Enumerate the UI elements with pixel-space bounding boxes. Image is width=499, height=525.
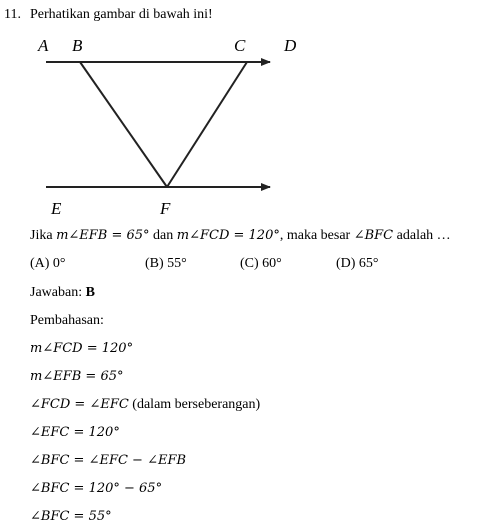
point-label-a: A [38, 36, 49, 55]
segment-bf [80, 62, 167, 187]
point-label-b: B [72, 36, 83, 55]
answer-value: B [85, 285, 95, 300]
discussion-step-7: ∠BFC = 55° [30, 509, 112, 524]
discussion-step-3: ∠FCD = ∠EFC (dalam berseberangan) [30, 397, 261, 412]
discussion-step-6: ∠BFC = 120° − 65° [30, 481, 163, 496]
point-label-c: C [234, 36, 246, 55]
option-b: (B) 55° [145, 256, 187, 271]
answer-line: Jawaban: B [30, 285, 95, 300]
discussion-step-1: m∠FCD = 120° [30, 341, 134, 356]
point-label-d: D [284, 36, 297, 55]
point-label-e: E [51, 199, 62, 218]
discussion-step-4: ∠EFC = 120° [30, 425, 120, 440]
segment-cf [167, 62, 247, 187]
question-text: Perhatikan gambar di bawah ini! [30, 7, 213, 22]
option-d: (D) 65° [336, 256, 379, 271]
discussion-heading: Pembahasan: [30, 313, 104, 328]
point-label-f: F [160, 199, 171, 218]
option-c: (C) 60° [240, 256, 282, 271]
discussion-step-5: ∠BFC = ∠EFC − ∠EFB [30, 453, 187, 468]
question-number: 11. [4, 7, 21, 22]
problem-statement: Jika m∠EFB = 65° dan m∠FCD = 120°, maka besar ∠BFC adalah … [30, 228, 451, 243]
option-a: (A) 0° [30, 256, 66, 271]
discussion-step-2: m∠EFB = 65° [30, 369, 124, 384]
